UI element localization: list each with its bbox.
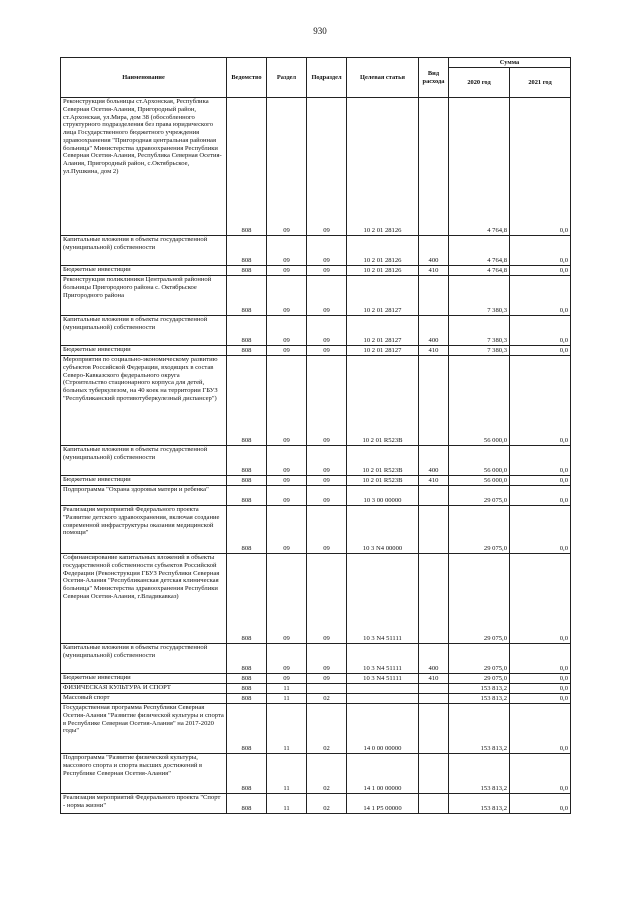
cell-y2021: 0,0 [510,754,571,794]
cell-target: 14 0 00 00000 [347,704,419,754]
cell-y2021: 0,0 [510,346,571,356]
cell-ved: 808 [227,266,267,276]
header-podrazdel: Подраздел [307,58,347,98]
cell-y2021: 0,0 [510,674,571,684]
table-row [61,694,571,704]
cell-y2021: 0,0 [510,266,571,276]
cell-name: ФИЗИЧЕСКАЯ КУЛЬТУРА И СПОРТ [61,684,227,694]
cell-vid: 410 [419,476,449,486]
cell-pod: 09 [307,554,347,644]
cell-pod: 02 [307,794,347,814]
cell-y2021: 0,0 [510,476,571,486]
cell-vid [419,794,449,814]
cell-target: 10 3 N4 51111 [347,644,419,674]
cell-pod: 02 [307,704,347,754]
cell-raz: 11 [267,704,307,754]
cell-name: Бюджетные инвестиции [61,476,227,486]
cell-pod: 09 [307,266,347,276]
cell-raz: 09 [267,356,307,446]
table-row [61,98,571,236]
cell-y2020: 29 075,0 [449,554,510,644]
header-target: Целевая статья [347,58,419,98]
cell-y2021: 0,0 [510,98,571,236]
cell-y2021: 0,0 [510,794,571,814]
cell-y2021: 0,0 [510,694,571,704]
cell-raz: 11 [267,794,307,814]
cell-name: Бюджетные инвестиции [61,674,227,684]
cell-target: 14 1 P5 00000 [347,794,419,814]
cell-y2020: 29 075,0 [449,644,510,674]
cell-vid [419,356,449,446]
cell-ved: 808 [227,346,267,356]
table-row [61,554,571,644]
cell-ved: 808 [227,276,267,316]
cell-pod: 09 [307,346,347,356]
cell-ved: 808 [227,694,267,704]
cell-name: Бюджетные инвестиции [61,346,227,356]
cell-name: Реализация мероприятий Федерального проекта "Развитие детского здравоохранения, включая создание современной инфраструктуры оказания медицинской помощи" [61,506,227,554]
cell-y2020: 29 075,0 [449,506,510,554]
cell-pod: 02 [307,754,347,794]
cell-ved: 808 [227,98,267,236]
cell-vid: 410 [419,266,449,276]
cell-vid [419,754,449,794]
cell-target: 10 3 N4 51111 [347,554,419,644]
cell-name: Подпрограмма "Развитие физической культуры, массового спорта и спорта высших достижений в Республике Северная Осетия-Алания" [61,754,227,794]
header-2020: 2020 год [449,68,510,98]
table-row [61,754,571,794]
cell-y2020: 153 813,2 [449,684,510,694]
table-row [61,316,571,346]
cell-y2020: 56 000,0 [449,356,510,446]
cell-raz: 09 [267,554,307,644]
table-row [61,506,571,554]
cell-name: Софинансирование капитальных вложений в объекты государственной собственности субъектов Российской Федерации (Реконструкция ГБУЗ Республики Северная Осетия-Алания "Республиканская детская клиническая больница" Министерства здравоохранения Республики Северная Осетия-Алания, г.Владикавказ) [61,554,227,644]
cell-target: 10 3 00 00000 [347,486,419,506]
cell-ved: 808 [227,446,267,476]
table-row [61,276,571,316]
cell-pod: 09 [307,506,347,554]
cell-raz: 11 [267,684,307,694]
cell-raz: 09 [267,236,307,266]
cell-raz: 09 [267,506,307,554]
cell-name: Подпрограмма "Охрана здоровья матери и ребенка" [61,486,227,506]
header-vedomstvo: Ведомство [227,58,267,98]
cell-y2021: 0,0 [510,506,571,554]
cell-name: Мероприятия по социально-экономическому развитию субъектов Российской Федерации, входящих в состав Северо-Кавказского федерального округа (Строительство стационарного корпуса для детей, больных туберкулезом, на 40 коек на территории ГБУЗ "Республиканский противотуберкулезный диспансер") [61,356,227,446]
cell-raz: 09 [267,276,307,316]
header-2021: 2021 год [510,68,571,98]
cell-vid: 410 [419,674,449,684]
table-row [61,476,571,486]
cell-ved: 808 [227,644,267,674]
table-row [61,794,571,814]
table-row [61,704,571,754]
cell-pod: 09 [307,356,347,446]
cell-vid [419,694,449,704]
cell-ved: 808 [227,506,267,554]
cell-name: Массовый спорт [61,694,227,704]
cell-target: 10 2 01 28127 [347,346,419,356]
cell-vid: 400 [419,316,449,346]
cell-ved: 808 [227,554,267,644]
cell-target: 10 2 01 R523B [347,476,419,486]
cell-ved: 808 [227,684,267,694]
table-row [61,266,571,276]
cell-raz: 09 [267,644,307,674]
cell-ved: 808 [227,236,267,266]
cell-y2020: 7 380,3 [449,276,510,316]
cell-target: 10 2 01 R523B [347,446,419,476]
table-row [61,674,571,684]
cell-raz: 11 [267,754,307,794]
cell-target [347,694,419,704]
cell-pod: 09 [307,446,347,476]
cell-pod [307,684,347,694]
cell-y2021: 0,0 [510,684,571,694]
cell-ved: 808 [227,476,267,486]
cell-name: Капитальные вложения в объекты государственной (муниципальной) собственности [61,446,227,476]
cell-y2021: 0,0 [510,356,571,446]
cell-y2020: 153 813,2 [449,794,510,814]
cell-ved: 808 [227,316,267,346]
cell-pod: 09 [307,674,347,684]
table-row [61,644,571,674]
cell-y2020: 29 075,0 [449,674,510,684]
cell-y2020: 4 764,8 [449,266,510,276]
header-name: Наименование [61,58,227,98]
cell-vid [419,704,449,754]
cell-y2020: 4 764,8 [449,98,510,236]
cell-y2020: 153 813,2 [449,694,510,704]
cell-y2021: 0,0 [510,704,571,754]
cell-pod: 09 [307,276,347,316]
cell-pod: 02 [307,694,347,704]
cell-y2020: 7 380,3 [449,316,510,346]
cell-raz: 09 [267,316,307,346]
cell-y2020: 56 000,0 [449,476,510,486]
cell-target: 10 2 01 28127 [347,316,419,346]
table-row [61,684,571,694]
cell-ved: 808 [227,674,267,684]
cell-name: Капитальные вложения в объекты государственной (муниципальной) собственности [61,236,227,266]
cell-pod: 09 [307,236,347,266]
cell-name: Государственная программа Республики Северная Осетия-Алания "Развитие физической культуры и спорта в Республике Северная Осетия-Алания" на 2017-2020 годы" [61,704,227,754]
cell-raz: 09 [267,98,307,236]
cell-ved: 808 [227,356,267,446]
cell-name: Капитальные вложения в объекты государственной (муниципальной) собственности [61,644,227,674]
cell-target: 10 2 01 28126 [347,236,419,266]
budget-table-body [61,98,571,814]
cell-ved: 808 [227,754,267,794]
header-razdel: Раздел [267,58,307,98]
cell-target: 10 2 01 R523B [347,356,419,446]
cell-y2021: 0,0 [510,276,571,316]
cell-vid [419,554,449,644]
cell-target: 10 3 N4 00000 [347,506,419,554]
table-row [61,236,571,266]
cell-target: 10 2 01 28126 [347,98,419,236]
cell-y2020: 153 813,2 [449,704,510,754]
cell-target: 14 1 00 00000 [347,754,419,794]
cell-raz: 11 [267,694,307,704]
cell-name: Реализация мероприятий Федерального проекта "Спорт - норма жизни" [61,794,227,814]
cell-name: Реконструкция больницы ст.Архонская, Республика Северная Осетия-Алания, Пригородный район, ст.Архонская, ул.Мира, дом 38 (обособленного структурного подразделения без права юридического лица Государственного бюджетного учреждения здравоохранения "Пригородная центральная районная больница" Министерства здравоохранения Республики Северная Осетия-Алания, Республика Северная Осетия-Алания, Пригородный район, с.Октябрьское, ул.Пушкина, дом 2) [61,98,227,236]
cell-y2021: 0,0 [510,486,571,506]
cell-raz: 09 [267,486,307,506]
cell-y2021: 0,0 [510,236,571,266]
cell-pod: 09 [307,644,347,674]
cell-vid: 410 [419,346,449,356]
cell-y2021: 0,0 [510,316,571,346]
table-row [61,446,571,476]
cell-ved: 808 [227,704,267,754]
cell-target: 10 2 01 28126 [347,266,419,276]
cell-vid [419,276,449,316]
cell-y2020: 29 075,0 [449,486,510,506]
cell-y2020: 56 000,0 [449,446,510,476]
cell-name: Капитальные вложения в объекты государственной (муниципальной) собственности [61,316,227,346]
cell-vid: 400 [419,644,449,674]
cell-raz: 09 [267,446,307,476]
header-vid: Вид расхода [419,58,449,98]
cell-vid [419,506,449,554]
cell-y2021: 0,0 [510,644,571,674]
cell-name: Бюджетные инвестиции [61,266,227,276]
cell-y2020: 4 764,8 [449,236,510,266]
table-row [61,486,571,506]
cell-vid: 400 [419,236,449,266]
cell-target: 10 2 01 28127 [347,276,419,316]
cell-y2020: 7 380,3 [449,346,510,356]
cell-y2020: 153 813,2 [449,754,510,794]
budget-table [60,57,571,814]
cell-target [347,684,419,694]
cell-raz: 09 [267,476,307,486]
cell-pod: 09 [307,486,347,506]
cell-raz: 09 [267,674,307,684]
cell-pod: 09 [307,476,347,486]
cell-y2021: 0,0 [510,554,571,644]
cell-pod: 09 [307,316,347,346]
cell-raz: 09 [267,266,307,276]
table-row [61,356,571,446]
cell-ved: 808 [227,486,267,506]
cell-vid [419,486,449,506]
cell-pod: 09 [307,98,347,236]
cell-target: 10 3 N4 51111 [347,674,419,684]
cell-y2021: 0,0 [510,446,571,476]
cell-name: Реконструкция поликлиники Центральной районной больницы Пригородного района с. Октябрьское Пригородного района [61,276,227,316]
cell-raz: 09 [267,346,307,356]
page-number: 930 [313,26,327,36]
cell-ved: 808 [227,794,267,814]
cell-vid [419,98,449,236]
table-row [61,346,571,356]
cell-vid: 400 [419,446,449,476]
header-summa: Сумма [449,58,571,68]
cell-vid [419,684,449,694]
